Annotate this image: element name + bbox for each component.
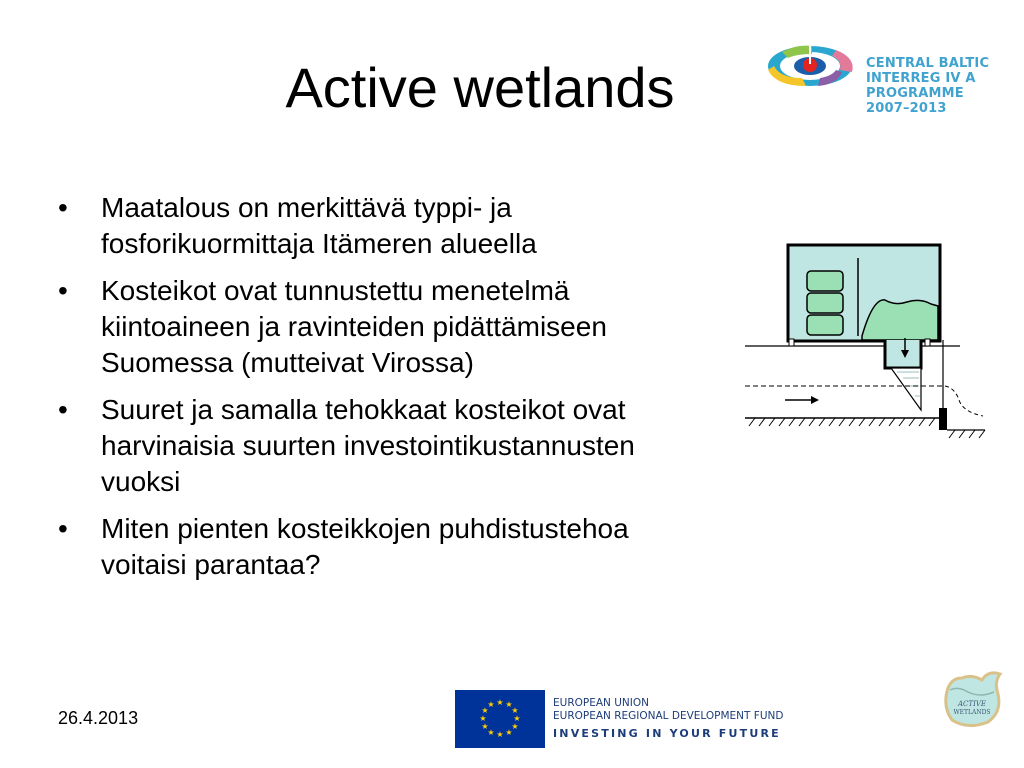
svg-text:★: ★ [487,728,495,737]
wetland-cross-section-figure [745,240,995,440]
bullet-item: • Kosteikot ovat tunnustettu menetelmä kiintoaineen ja ravinteiden pidättämiseen Suomessa (mutteivat Virossa) [56,273,696,381]
eu-flag-icon [455,690,545,748]
active-wetlands-logo [938,666,1008,735]
svg-text:★: ★ [496,698,504,707]
slide-date: 26.4.2013 [58,708,139,728]
bullet-list [56,190,696,594]
cb-line-4: 2007–2013 [866,101,947,116]
central-baltic-emblem-icon [766,42,866,112]
eu-line-2: EUROPEAN REGIONAL DEVELOPMENT FUND [553,710,784,722]
svg-text:★: ★ [479,714,487,723]
svg-text:★: ★ [505,728,513,737]
svg-text:★: ★ [487,700,495,709]
bullet-item: • Miten pienten kosteikkojen puhdistustehoa voitaisi parantaa? [56,511,696,583]
svg-text:★: ★ [505,700,513,709]
svg-text:★: ★ [481,722,489,731]
svg-text:★: ★ [496,730,504,739]
eu-line-3: INVESTING IN YOUR FUTURE [553,727,781,740]
cb-line-1: CENTRAL BALTIC [866,56,990,71]
active-wetlands-logo-icon [938,666,1008,730]
cb-line-3: PROGRAMME [866,86,964,101]
svg-text:★: ★ [481,706,489,715]
svg-text:★: ★ [513,714,521,723]
svg-text:★: ★ [511,706,519,715]
slide-title: Active wetlands [285,56,675,119]
eu-funding-logo [455,690,795,748]
eu-line-1: EUROPEAN UNION [553,697,649,709]
central-baltic-logo [766,42,996,122]
wetland-diagram [745,240,995,445]
cb-line-2: INTERREG IV A [866,71,976,86]
bullet-item: • Maatalous on merkittävä typpi- ja fosforikuormittaja Itämeren alueella [56,190,696,262]
svg-text:ACTIVE: ACTIVE [957,700,987,708]
bullet-item: • Suuret ja samalla tehokkaat kosteikot ovat harvinaisia suurten investointikustannusten vuoksi [56,392,696,500]
svg-text:WETLANDS: WETLANDS [953,709,991,716]
svg-text:★: ★ [511,722,519,731]
